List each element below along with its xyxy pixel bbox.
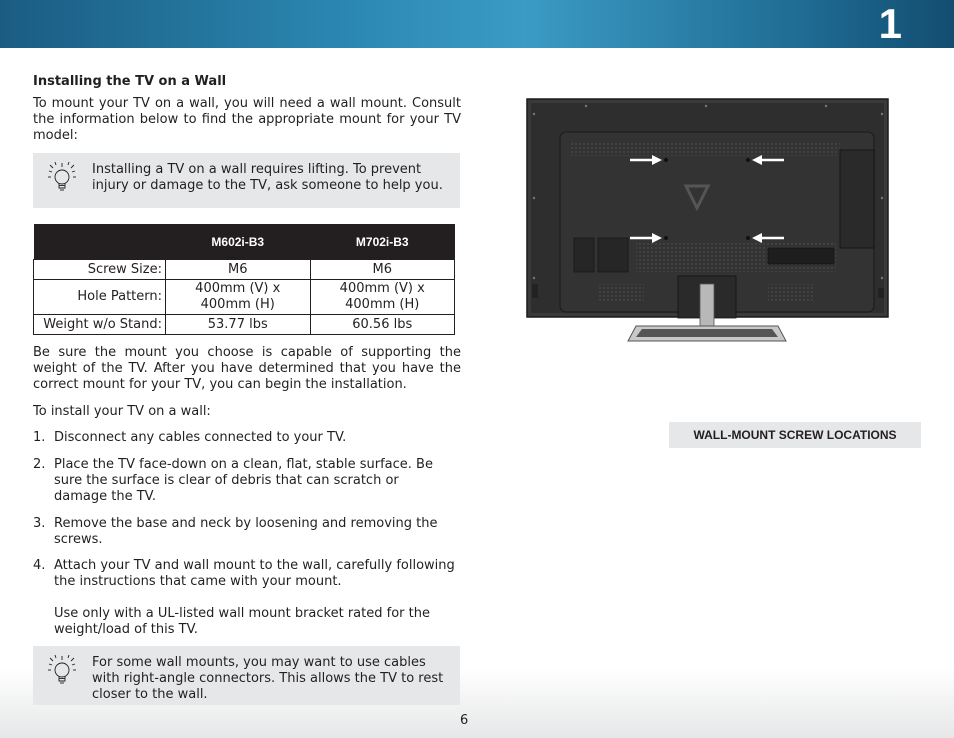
row-label: Hole Pattern:: [34, 280, 166, 315]
step-text: Remove the base and neck by loosening and removing the screws.: [54, 516, 438, 547]
table-header-row: [34, 224, 455, 260]
port-panel: [840, 150, 874, 248]
cell-m602: M6: [166, 260, 311, 280]
section-heading: Installing the TV on a Wall: [33, 74, 227, 89]
lightbulb-icon: [47, 161, 77, 197]
row-label: Screw Size:: [34, 260, 166, 280]
mount-spec-table: [33, 224, 455, 335]
step-number: 3.: [33, 516, 46, 531]
mount-hole: [746, 236, 750, 240]
ul-listed-note: Use only with a UL-listed wall mount bracket rated for the weight/load of this TV.: [54, 606, 430, 637]
mount-hole: [746, 158, 750, 162]
row-label: Weight w/o Stand:: [34, 315, 166, 335]
chapter-header-bar: [0, 0, 954, 48]
table-header-m702: M702i-B3: [310, 224, 455, 260]
cell-m702: 400mm (V) x 400mm (H): [310, 280, 455, 315]
mount-hole: [664, 236, 668, 240]
support-paragraph: Be sure the mount you choose is capable of supporting the weight of the TV. After you have determined that you have the correct mount for your TV, you can begin the installation.: [33, 345, 461, 392]
table-header-m602: M602i-B3: [166, 224, 311, 260]
table-row: [34, 260, 455, 280]
note-box-cables: [33, 646, 460, 705]
step-number: 4.: [33, 558, 46, 573]
chapter-number: 1: [878, 0, 902, 47]
cell-m702: 60.56 lbs: [310, 315, 455, 335]
table-row: [34, 315, 455, 335]
cell-m702: M6: [310, 260, 455, 280]
figure-caption: WALL-MOUNT SCREW LOCATIONS: [669, 422, 921, 448]
table-row: [34, 280, 455, 315]
step-text: Attach your TV and wall mount to the wall, carefully following the instructions that came with your mount.: [54, 558, 455, 589]
mount-hole: [664, 158, 668, 162]
note-box-lifting: [33, 153, 460, 208]
table-header-blank: [34, 224, 166, 260]
step-number: 2.: [33, 457, 46, 472]
intro-paragraph: To mount your TV on a wall, you will need a wall mount. Consult the information below to find the appropriate mount for your TV model:: [33, 96, 461, 143]
lightbulb-icon: [47, 654, 77, 690]
note-text-lifting: Installing a TV on a wall requires lifting. To prevent injury or damage to the TV, ask someone to help you.: [92, 162, 443, 193]
step-number: 1.: [33, 430, 46, 445]
tv-rear-illustration: [526, 98, 890, 344]
note-text-cables: For some wall mounts, you may want to use cables with right-angle connectors. This allows the TV to rest closer to the wall.: [92, 655, 444, 702]
step-text: Place the TV face-down on a clean, flat, stable surface. Be sure the surface is clear of debris that can scratch or damage the TV.: [54, 457, 433, 504]
step-text: Disconnect any cables connected to your TV.: [54, 430, 347, 445]
page-number: 6: [460, 713, 469, 728]
steps-intro: To install your TV on a wall:: [33, 404, 211, 419]
cell-m602: 53.77 lbs: [166, 315, 311, 335]
cell-m602: 400mm (V) x 400mm (H): [166, 280, 311, 315]
stand-neck: [700, 284, 714, 332]
